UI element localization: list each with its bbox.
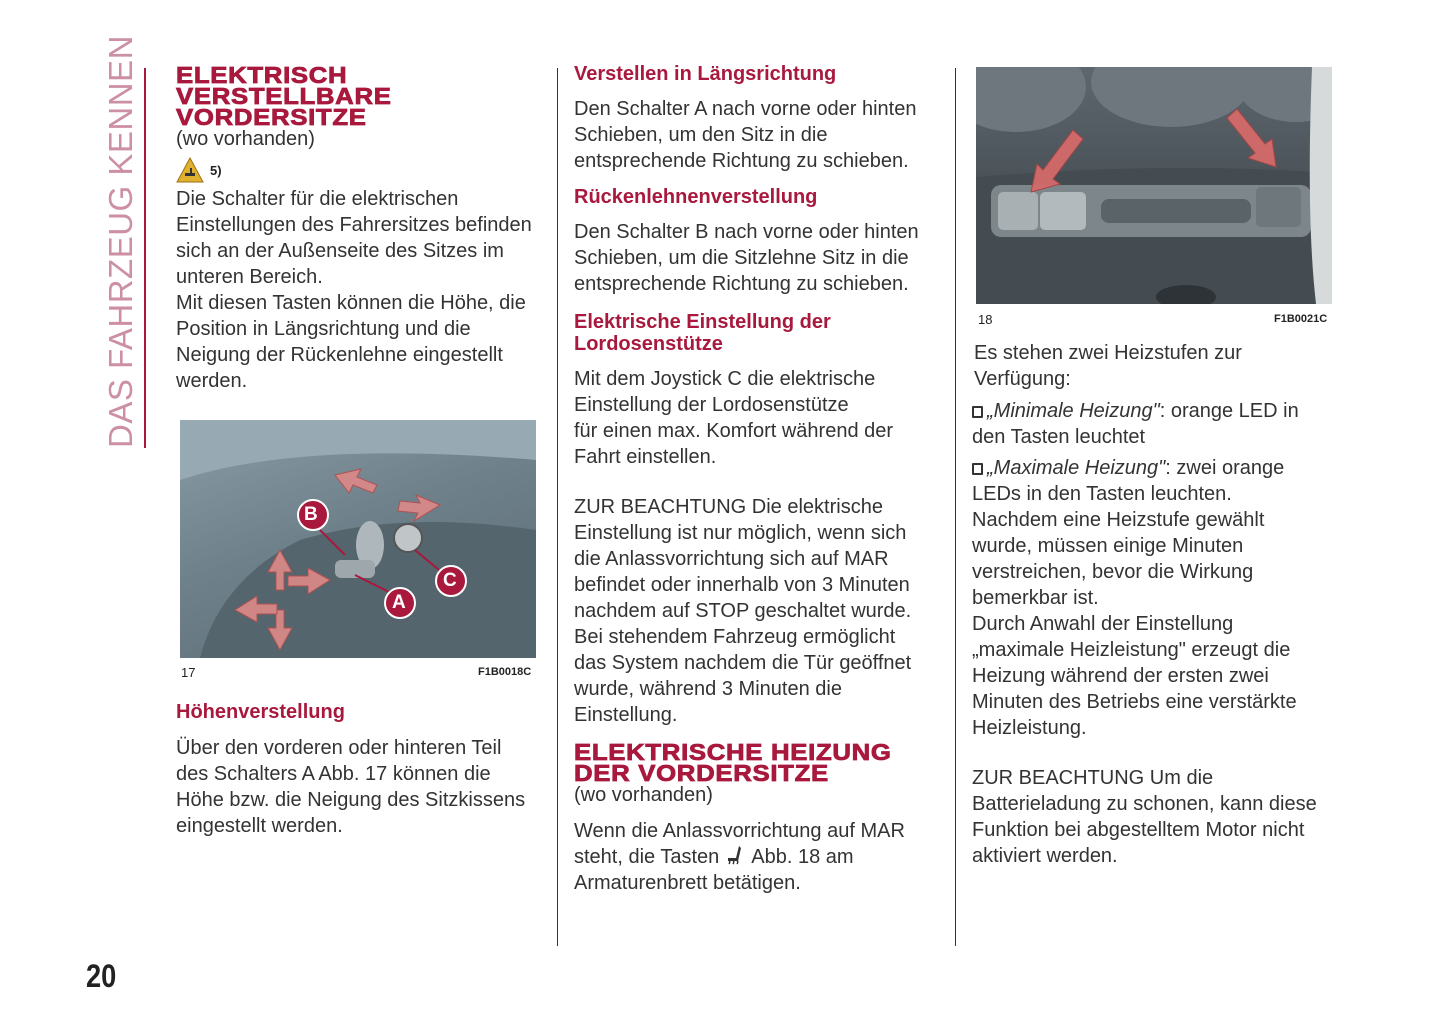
list-item-max-heating — [972, 455, 1342, 507]
paragraph-battery-note: ZUR BEACHTUNG Um die Batterieladung zu schonen, kann diese Funktion bei abgestelltem Motor nicht aktiviert werden. — [972, 767, 1317, 867]
heading-note: (wo vorhanden) — [176, 128, 315, 150]
heading-line: VORDERSITZE — [176, 104, 367, 130]
heading-longitudinal: Verstellen in Längsrichtung — [574, 63, 837, 85]
paragraph-note: ZUR BEACHTUNG Die elektrische Einstellung ist nur möglich, wenn sich die Anlassvorrichtung sich auf MAR befindet oder innerhalb von 3 Minuten nachdem auf STOP geschaltet wurde. Bei stehendem Fahrzeug ermöglicht das System nachdem die Tür geöffnet wurde, während 3 Minuten die Einstellung. — [574, 496, 912, 726]
bullet-text: : zwei orange LEDs in den Tasten leuchten. — [972, 457, 1285, 505]
figure-18-dashboard-heater-buttons — [976, 67, 1332, 304]
section-heading-seats — [176, 62, 590, 130]
side-title-rule — [144, 68, 146, 448]
paragraph-heating-buttons — [574, 818, 946, 896]
bullet-term: „Minimale Heizung" — [987, 400, 1160, 422]
heading-note: (wo vorhanden) — [574, 784, 713, 806]
bullet-term: „Maximale Heizung" — [987, 457, 1166, 479]
warning-ref-number: 5) — [210, 162, 222, 178]
list-item-min-heating — [972, 398, 1342, 450]
column-divider — [557, 68, 558, 946]
paragraph-lumbar: Mit dem Joystick C die elektrische Einstellung der Lordosenstütze für einen max. Komfort während der Fahrt einstellen. — [574, 368, 894, 468]
height-paragraph: Über den vorderen oder hinteren Teil des Schalters A Abb. 17 können die Höhe bzw. die Neigung des Sitzkissens eingestellt werden. — [176, 737, 526, 837]
heading-line: ELEKTRISCHE HEIZUNG — [574, 739, 892, 765]
heading-lumbar: Elektrische Einstellung der Lordosenstütze — [574, 311, 831, 355]
heading-line: VERSTELLBARE — [176, 83, 392, 109]
text: Abb. 18 am Armaturenbrett betätigen. — [574, 846, 854, 894]
label-a: A — [392, 592, 406, 613]
paragraph-heating-delay: Nachdem eine Heizstufe gewählt wurde, müssen einige Minuten verstreichen, bevor die Wirkung bemerkbar ist. Durch Anwahl der Einstellung „maximale Heizleistung" erzeugt die Heizung während der ersten zwei Minuten des Betriebs eine verstärkte Heizleistung. — [972, 509, 1297, 739]
figure-18-code: F1B0021C — [1274, 313, 1328, 325]
figure-17-code: F1B0018C — [478, 666, 532, 678]
paragraph-longitudinal: Den Schalter A nach vorne oder hinten Schieben, um den Sitz in die entsprechende Richtung zu schieben. — [574, 98, 917, 172]
column-3 — [972, 340, 1342, 869]
figure-18-number: 18 — [978, 312, 993, 327]
section-heading-height: Höhenverstellung — [176, 701, 345, 723]
page-number: 20 — [86, 958, 117, 994]
label-c: C — [443, 570, 457, 591]
figure-17-number: 17 — [181, 665, 196, 680]
column-1 — [176, 62, 546, 394]
warning-seat-icon — [176, 157, 204, 183]
heading-backrest: Rückenlehnenverstellung — [574, 186, 818, 208]
height-adjustment-section — [176, 701, 546, 839]
text: Wenn die Anlassvorrichtung auf MAR steht, die Tasten — [574, 820, 905, 868]
bullet-text: : orange LED in den Tasten leuchtet — [972, 400, 1299, 448]
seat-heater-icon — [725, 844, 747, 866]
section-heading-heating — [574, 739, 991, 786]
label-b: B — [304, 504, 318, 525]
checkbox-bullet-icon — [972, 463, 983, 475]
intro-paragraph: Die Schalter für die elektrischen Einstellungen des Fahrersitzes befinden sich an der Außenseite des Sitzes im unteren Bereich. Mit diesen Tasten können die Höhe, die Position in Längsrichtung und die Neigung der Rückenlehne eingestellt werden. — [176, 188, 532, 392]
paragraph-heating-levels: Es stehen zwei Heizstufen zur Verfügung: — [974, 342, 1242, 390]
heading-line: ELEKTRISCH — [176, 62, 348, 88]
warning-reference — [176, 156, 546, 184]
figure-17-seat-controls — [180, 420, 536, 658]
column-2 — [574, 63, 946, 896]
column-divider — [955, 68, 956, 946]
paragraph-backrest: Den Schalter B nach vorne oder hinten Schieben, um die Sitzlehne Sitz in die entsprechende Richtung zu schieben. — [574, 221, 919, 295]
checkbox-bullet-icon — [972, 406, 983, 418]
heading-line: DER VORDERSITZE — [574, 760, 829, 786]
section-side-title: DAS FAHRZEUG KENNEN — [102, 35, 139, 448]
